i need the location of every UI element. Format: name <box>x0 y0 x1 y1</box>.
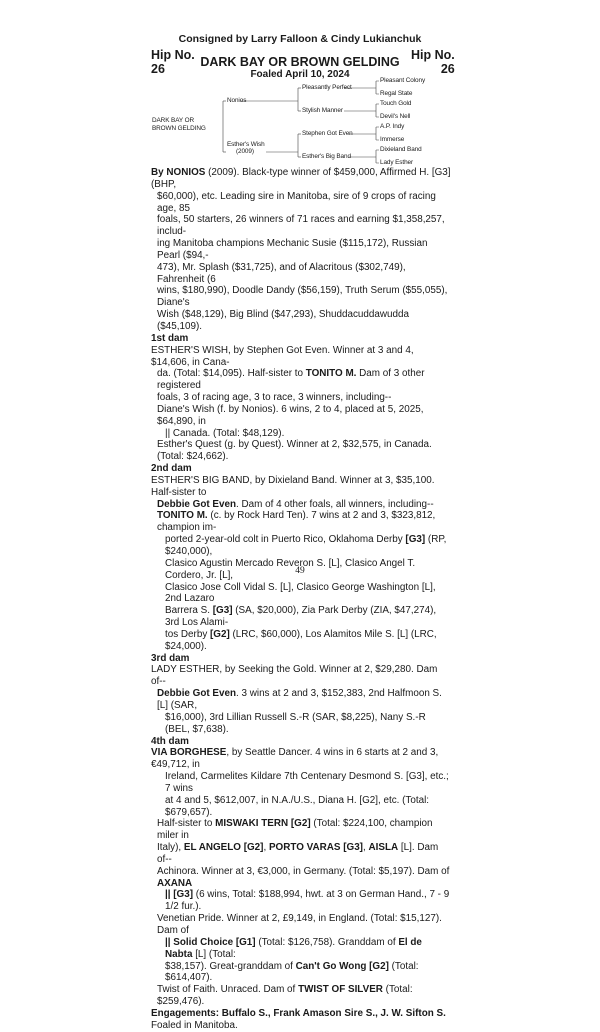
dam4-line: Ireland, Carmelites Kildare 7th Centenary Desmond S. [G3], etc.; 7 wins <box>165 771 449 794</box>
dam2-line: ported 2-year-old colt in Puerto Rico, Oklahoma Derby [G3] (RP, $240,000), <box>165 534 447 557</box>
ggp-8: Lady Esther <box>380 159 414 166</box>
subject-line-1: DARK BAY OR <box>152 117 194 124</box>
dam4-line: $38,157). Great-granddam of Can't Go Wong [G2] (Total: $614,407). <box>165 960 419 984</box>
dam4-line: Italy), EL ANGELO [G2], PORTO VARAS [G3], AISLA [L]. Dam of-- <box>157 842 439 865</box>
dam2-line: Clasico Jose Coll Vidal S. [L], Clasico George Washington [L], 2nd Lazaro <box>165 581 436 605</box>
hip-number: 26 <box>151 62 165 76</box>
section-heading-4th-dam: 4th dam <box>151 735 189 747</box>
horse-description: DARK BAY OR BROWN GELDING <box>200 55 400 69</box>
hip-label: Hip No. <box>151 48 195 62</box>
sire-paragraph-line: ing Manitoba champions Mechanic Susie ($115,172), Russian Pearl ($94,- <box>157 238 428 261</box>
dam-dam: Esther's Big Band <box>302 153 351 160</box>
ggp-4: Devil's Nell <box>380 113 411 120</box>
dam4-line: Twist of Faith. Unraced. Dam of TWIST OF SILVER (Total: $259,476). <box>157 984 413 1008</box>
foaled-date: Foaled April 10, 2024 <box>250 69 350 80</box>
sire-sire: Pleasantly Perfect <box>302 84 352 91</box>
sire-paragraph-line: foals, 50 starters, 26 winners of 71 races and earning $1,358,257, includ- <box>157 214 445 238</box>
ggp-3: Touch Gold <box>380 100 412 107</box>
dam1-line: Esther's Quest (g. by Quest). Winner at 2, $32,575, in Canada. (Total: $24,662). <box>157 439 432 463</box>
dam1-line: Diane's Wish (f. by Nonios). 6 wins, 2 to 4, placed at 5, 2025, $64,890, in <box>157 403 424 427</box>
dam2-line: Barrera S. [G3] (SA, $20,000), Zia Park Derby (ZIA, $47,274), 3rd Los Alami- <box>165 605 437 629</box>
sire-paragraph-line: Wish ($48,129), Big Blind ($47,293), Shuddacuddawudda ($45,109). <box>157 309 409 332</box>
dam4-line: || [G3] (6 wins, Total: $188,994, hwt. at 3 on German Hand., 7 - 9 1/2 fur.). <box>165 889 450 913</box>
section-heading-2nd-dam: 2nd dam <box>151 463 192 475</box>
dam2-line: Debbie Got Even. Dam of 4 other foals, all winners, including-- <box>157 498 434 510</box>
dam2-line: TONITO M. (c. by Rock Hard Ten). 7 wins at 2 and 3, $323,812, champion im- <box>157 510 436 534</box>
ggp-1: Pleasant Colony <box>380 77 426 84</box>
page-number: 49 <box>295 566 305 576</box>
sire-paragraph-line: wins, $180,990), Doodle Dandy ($56,159), Truth Serum ($55,055), Diane's <box>157 285 448 309</box>
dam4-line: || Solid Choice [G1] (Total: $126,758). Granddam of El de Nabta [L] (Total: <box>165 936 422 960</box>
sire-paragraph-line: 473), Mr. Splash ($31,725), and of Alacritous ($302,749), Fahrenheit (6 <box>157 261 406 285</box>
dam4-line: Half-sister to MISWAKI TERN [G2] (Total: $224,100, champion miler in <box>157 818 433 842</box>
hip-label: Hip No. <box>411 48 455 62</box>
dam2-line: tos Derby [G2] (LRC, $60,000), Los Alamitos Mile S. [L] (LRC, $24,000). <box>165 628 437 652</box>
engagements: Engagements: Buffalo S., Frank Amason Sire S., J. W. Sifton S. <box>151 1007 446 1019</box>
subject-description <box>152 117 206 133</box>
sire-name-bold: NONIOS <box>166 167 206 178</box>
dam1-line: da. (Total: $14,095). Half-sister to TONITO M. Dam of 3 other registered <box>157 368 425 392</box>
dam4-line: at 4 and 5, $612,007, in N.A./U.S., Diana H. [G2], etc. (Total: $679,657). <box>165 794 430 818</box>
section-heading-3rd-dam: 3rd dam <box>151 652 190 664</box>
dam-sire: Stephen Got Even <box>302 130 353 137</box>
catalog-body <box>151 167 451 1032</box>
dam-year: (2009) <box>236 148 254 155</box>
ggp-7: Dixieland Band <box>380 146 422 153</box>
section-heading-1st-dam: 1st dam <box>151 332 189 344</box>
ggp-5: A.P. Indy <box>380 123 405 130</box>
consignor-line: Consigned by Larry Falloon & Cindy Lukianchuk <box>178 33 422 45</box>
ggp-2: Regal State <box>380 90 413 97</box>
dam4-line: Venetian Pride. Winner at 2, £9,149, in England. (Total: $15,127). Dam of <box>157 913 442 936</box>
dam2-line: Clasico Agustin Mercado Reveron S. [L], Clasico Angel T. Cordero, Jr. [L], <box>165 557 416 581</box>
dam3-line: $16,000), 3rd Lillian Russell S.-R (SAR, $8,225), Nany S.-R (BEL, $7,638). <box>165 711 426 735</box>
dam3-line: LADY ESTHER, by Seeking the Gold. Winner at 2, $29,280. Dam of-- <box>151 664 438 688</box>
dam1-line: || Canada. (Total: $48,129). <box>165 427 285 439</box>
sire-name: Nonios <box>227 97 247 104</box>
dam1-line: ESTHER'S WISH, by Stephen Got Even. Winner at 3 and 4, $14,606, in Cana- <box>151 344 414 368</box>
dam1-line: foals, 3 of racing age, 3 to race, 3 winners, including-- <box>157 392 392 404</box>
dam3-line: Debbie Got Even. 3 wins at 2 and 3, $152,383, 2nd Halfmoon S. [L] (SAR, <box>157 688 442 711</box>
hip-number: 26 <box>440 62 455 76</box>
foaled-in: Foaled in Manitoba. <box>151 1019 238 1031</box>
sire-paragraph-line: By NONIOS (2009). Black-type winner of $459,000, Affirmed H. [G3] (BHP, <box>151 167 451 190</box>
ggp-6: Immerse <box>380 136 405 143</box>
dam2-line: ESTHER'S BIG BAND, by Dixieland Band. Winner at 3, $35,100. Half-sister to <box>151 474 435 498</box>
sire-dam: Stylish Manner <box>302 107 343 114</box>
subject-line-2: BROWN GELDING <box>152 125 206 132</box>
dam-name: Esther's Wish <box>227 141 265 148</box>
dam4-line: Achinora. Winner at 3, €3,000, in Germany. (Total: $5,197). Dam of AXANA <box>157 865 450 889</box>
sire-paragraph-line: $60,000), etc. Leading sire in Manitoba, sire of 9 crops of racing age, 85 <box>157 190 436 214</box>
dam4-line: VIA BORGHESE, by Seattle Dancer. 4 wins in 6 starts at 2 and 3, €49,712, in <box>151 747 439 771</box>
